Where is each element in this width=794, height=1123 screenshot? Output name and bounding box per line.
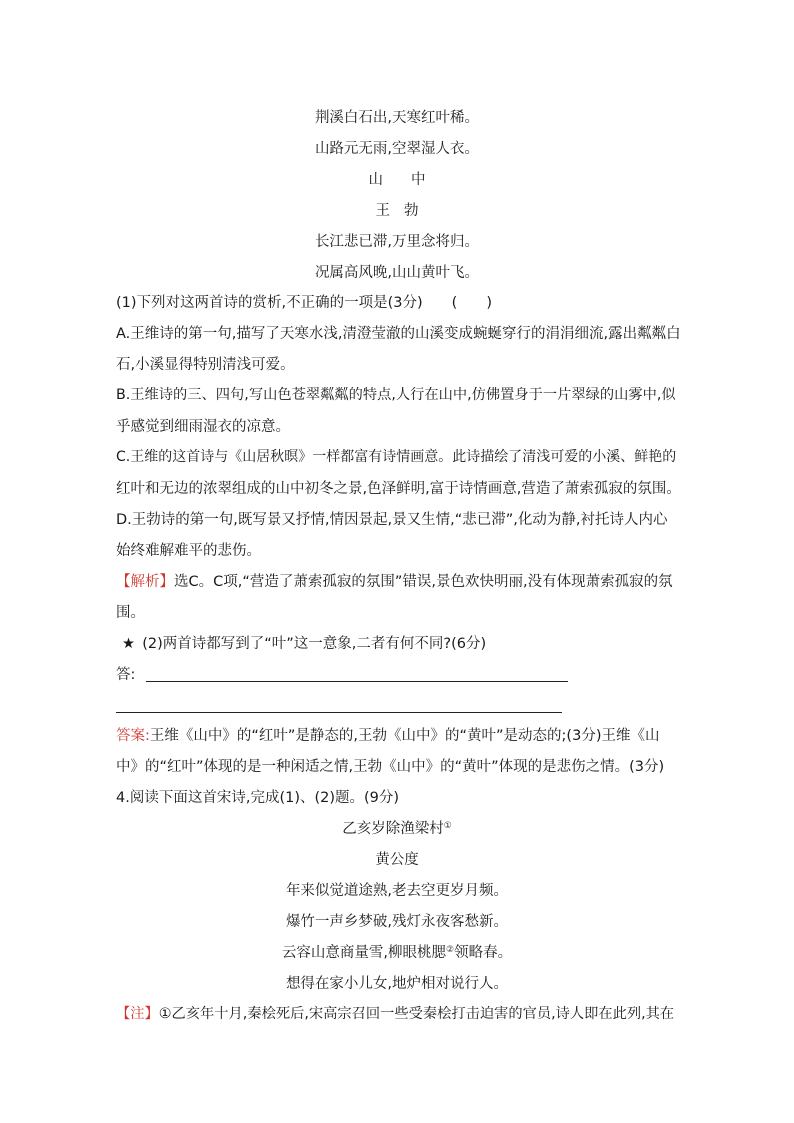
q2-answer-prompt: 答: [116, 667, 136, 683]
q1-option-b-line2: 乎感觉到细雨湿衣的凉意。 [116, 419, 290, 435]
q4-poem-line3-b: 领略春。 [454, 945, 513, 961]
note-label: 【注】 [116, 1006, 159, 1022]
poem2-title-text: 山中 [368, 172, 454, 188]
q4-poem-title-text: 乙亥岁除渔梁村 [342, 821, 444, 837]
footnote-mark-1: ① [443, 821, 452, 831]
q1-option-c-line1: C.王维的这首诗与《山居秋暝》一样都富有诗情画意。此诗描绘了清浅可爱的小溪、鲜艳的 [116, 449, 677, 465]
answer-key-text: 王维《山中》的“红叶”是静态的,王勃《山中》的“黄叶”是动态的;(3分)王维《山 [149, 728, 660, 744]
note-text: ①乙亥年十月,秦桧死后,宋高宗召回一些受秦桧打击迫害的官员,诗人即在此列,其在 [158, 1006, 675, 1022]
q1-option-c-line2: 红叶和无边的浓翠组成的山中初冬之景,色泽鲜明,富于诗情画意,营造了萧索孤寂的氛围。 [116, 481, 681, 497]
q1-stem: (1)下列对这两首诗的赏析,不正确的一项是(3分) ( ) [116, 295, 492, 311]
q4-poem-line4: 想得在家小儿女,地炉相对说行人。 [285, 976, 509, 992]
poem2-author-text: 王勃 [375, 203, 433, 219]
answer-line-1[interactable] [146, 681, 568, 682]
analysis-label: 【解析】 [116, 574, 174, 590]
poem1-line3: 荆溪白石出,天寒红叶稀。 [314, 110, 480, 126]
footnote-mark-2: ② [446, 945, 455, 955]
q1-analysis-line2: 围。 [116, 605, 145, 621]
q1-analysis-line1 [116, 570, 682, 591]
q2-stem: ★ (2)两首诗都写到了“叶”这一意象,二者有何不同?(6分) [122, 636, 487, 652]
q2-key-line1 [116, 724, 682, 745]
answer-key-label: 答案: [116, 728, 150, 744]
q4-poem-line3 [0, 941, 794, 962]
q1-option-a-line1: A.王维诗的第一句,描写了天寒水浅,清澄莹澈的山溪变成蜿蜒穿行的涓涓细流,露出粼粼白 [116, 326, 681, 342]
q2-key-line2: 中》的“红叶”体现的是一种闲适之情,王勃《山中》的“黄叶”体现的是悲伤之情。(3分) [116, 759, 665, 775]
poem2-line2: 况属高风晚,山山黄叶飞。 [314, 265, 480, 281]
poem2-author [0, 199, 794, 220]
q4-poem-line1: 年来似觉道途熟,老去空更岁月频。 [285, 883, 509, 899]
poem2-title [0, 168, 794, 189]
q1-option-d-line2: 始终难解难平的悲伤。 [116, 543, 261, 559]
poem2-line1: 长江悲已滞,万里念将归。 [314, 234, 480, 250]
q4-poem-title [0, 817, 794, 838]
q4-poem-author: 黄公度 [375, 852, 419, 868]
poem1-line4: 山路元无雨,空翠湿人衣。 [314, 141, 480, 157]
q4-stem: 4.阅读下面这首宋诗,完成(1)、(2)题。(9分) [116, 790, 400, 806]
q1-option-d-line1: D.王勃诗的第一句,既写景又抒情,情因景起,景又生情,“悲已滞”,化动为静,衬托诗人内心 [116, 512, 668, 528]
q4-note-line1 [116, 1003, 682, 1023]
analysis-text: 选C。C项,“营造了萧索孤寂的氛围”错误,景色欢快明丽,没有体现萧索孤寂的氛 [174, 574, 673, 590]
answer-line-2[interactable] [116, 712, 562, 713]
q4-poem-line2: 爆竹一声乡梦破,残灯永夜客愁新。 [285, 914, 509, 930]
q1-option-a-line2: 石,小溪显得特别清浅可爱。 [116, 357, 295, 373]
q4-poem-line3-a: 云容山意商量雪,柳眼桃腮 [281, 945, 447, 961]
q1-option-b-line1: B.王维诗的三、四句,写山色苍翠粼粼的特点,人行在山中,仿佛置身于一片翠绿的山雾中,似 [116, 387, 676, 403]
